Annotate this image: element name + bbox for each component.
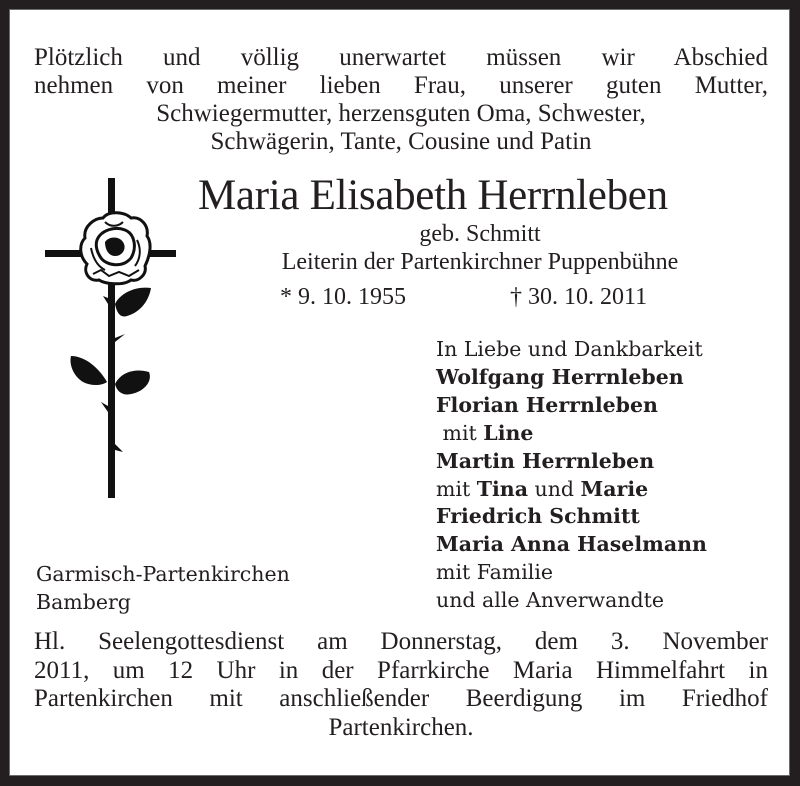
cross-with-rose-icon — [45, 178, 180, 498]
intro-line: Schwiegermutter, herzensguten Oma, Schwester, — [156, 100, 646, 127]
connector-text: mit — [436, 420, 484, 445]
mourner-row — [436, 420, 707, 448]
intro-text — [34, 44, 768, 156]
place: Bamberg — [36, 590, 131, 614]
mourner-name: Line — [483, 420, 534, 445]
intro-line: Plötzlich und völlig unerwartet müssen wir Abschied — [34, 44, 768, 71]
service-line: Hl. Seelengottesdienst am Donnerstag, dem 3. November — [34, 628, 768, 655]
mourner-name: Tina — [476, 476, 528, 501]
mourner-name: Wolfgang Herrnleben — [436, 364, 684, 389]
place: Garmisch-Partenkirchen — [36, 562, 290, 586]
connector-text: und — [527, 476, 581, 501]
deceased-role: Leiterin der Partenkirchner Puppenbühne — [281, 249, 679, 275]
mourners-list — [436, 336, 707, 615]
birth-date: * 9. 10. 1955 — [280, 284, 406, 310]
mourner-row — [436, 503, 707, 531]
mourner-row — [436, 587, 707, 615]
birth-name: geb. Schmitt — [419, 221, 541, 247]
obituary-notice — [9, 9, 790, 776]
places-list — [36, 560, 290, 616]
mourner-name: Marie — [580, 476, 649, 501]
mourner-row — [436, 531, 707, 559]
deceased-name: Maria Elisabeth Herrnleben — [198, 172, 668, 219]
mourner-row — [436, 364, 707, 392]
connector-text: und alle Anverwandte — [436, 588, 665, 613]
service-line: Partenkirchen. — [328, 713, 474, 741]
mourner-name: Friedrich Schmitt — [436, 504, 640, 529]
mourner-row — [436, 559, 707, 587]
intro-line: Schwägerin, Tante, Cousine und Patin — [210, 128, 592, 155]
mourner-row — [436, 448, 707, 476]
service-line: Partenkirchen mit anschließender Beerdigung im Friedhof — [34, 685, 768, 712]
mourner-name: Florian Herrnleben — [436, 392, 658, 417]
connector-text: mit Familie — [436, 560, 554, 585]
mourner-name: Maria Anna Haselmann — [436, 532, 707, 557]
connector-text: mit — [436, 476, 477, 501]
mourner-name: Martin Herrnleben — [436, 448, 655, 473]
mourners-heading: In Liebe und Dankbarkeit — [436, 337, 703, 361]
service-info — [34, 628, 768, 742]
mourner-row — [436, 476, 707, 504]
service-line: 2011, um 12 Uhr in der Pfarrkirche Maria Himmelfahrt in — [34, 656, 768, 684]
death-date: † 30. 10. 2011 — [510, 284, 648, 310]
mourner-row — [436, 392, 707, 420]
intro-line: nehmen von meiner lieben Frau, unserer guten Mutter, — [34, 72, 768, 99]
